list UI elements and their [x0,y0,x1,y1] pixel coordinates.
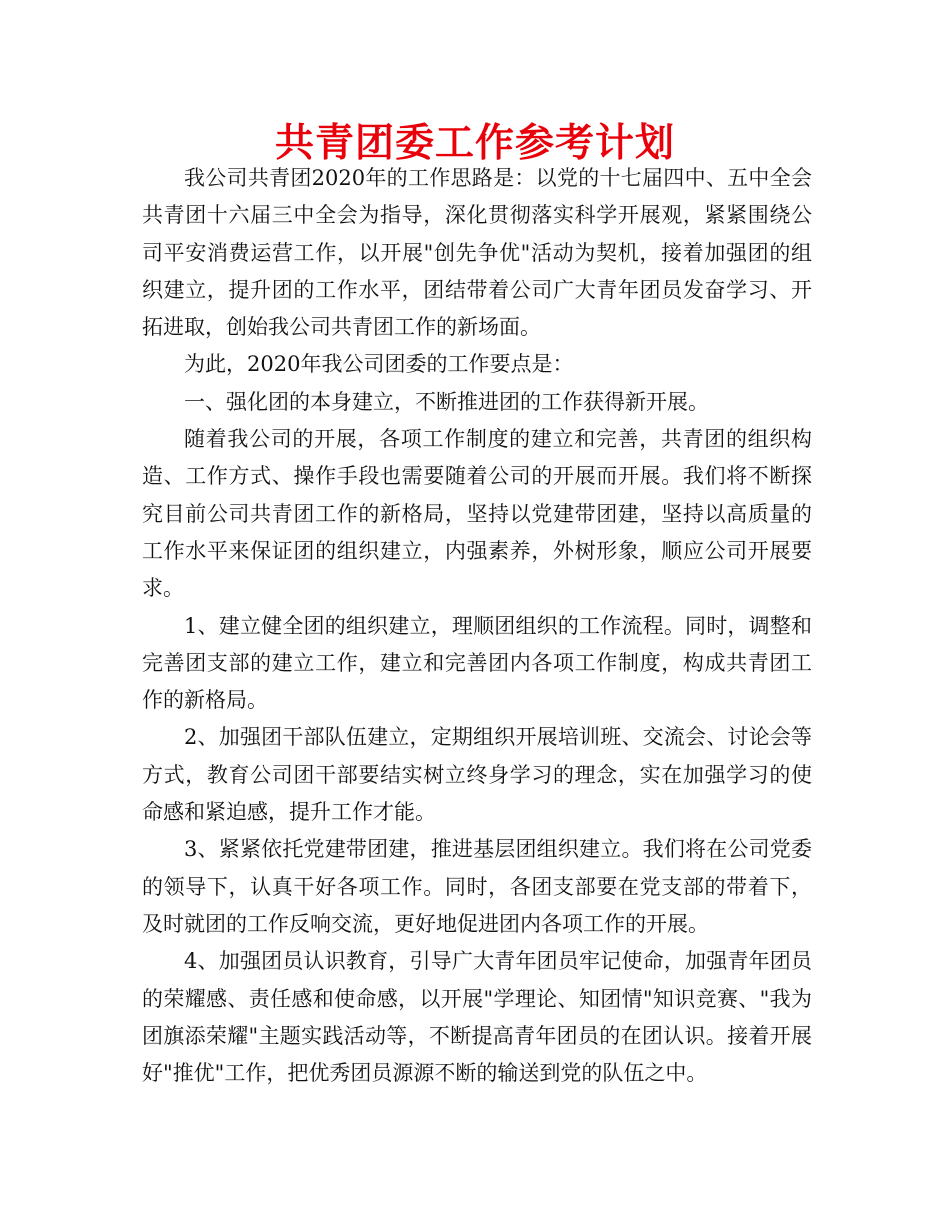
document-title: 共青团委工作参考计划 [274,121,675,166]
paragraph-item-1: 1、建立健全团的组织建立，理顺团组织的工作流程。同时，调整和完善团支部的建立工作，建立和完善团内各项工作制度，构成共青团工作的新格局。 [142,613,812,713]
paragraph-item-2: 2、加强团干部队伍建立，定期组织开展培训班、交流会、讨论会等方式，教育公司团干部要结实树立终身学习的理念，实在加强学习的使命感和紧迫感，提升工作才能。 [142,725,812,825]
paragraph-key-points: 为此，2020年我公司团委的工作要点是： [184,352,574,377]
paragraph-item-3: 3、紧紧依托党建带团建，推进基层团组织建立。我们将在公司党委的领导下，认真干好各项工作。同时，各团支部要在党支部的带着下，及时就团的工作反响交流，更好地促进团内各项工作的开展。 [142,837,812,936]
section-heading-1: 一、强化团的本身建立，不断推进团的工作获得新开展。 [184,389,709,414]
paragraph-section-1: 随着我公司的开展，各项工作制度的建立和完善，共青团的组织构造、工作方式、操作手段也需要随着公司的开展而开展。我们将不断探究目前公司共青团工作的新格局，坚持以党建带团建，坚持以高质量的工作水平来保证团的组织建立，内强素养，外树形象，顺应公司开展要求。 [142,427,812,601]
paragraph-intro: 我公司共青团2020年的工作思路是：以党的十七届四中、五中全会共青团十六届三中全会为指导，深化贯彻落实科学开展观，紧紧围绕公司平安消费运营工作，以开展"创先争优"活动为契机，接着加强团的组织建立，提升团的工作水平，团结带着公司广大青年团员发奋学习、开拓进取，创始我公司共青团工作的新场面。 [142,166,812,340]
paragraph-item-4: 4、加强团员认识教育，引导广大青年团员牢记使命，加强青年团员的荣耀感、责任感和使命感，以开展"学理论、知团情"知识竞赛、"我为团旗添荣耀"主题实践活动等，不断提高青年团员的在团认识。接着开展好"推优"工作，把优秀团员源源不断的输送到党的队伍之中。 [142,949,812,1086]
document-body [142,160,812,1092]
